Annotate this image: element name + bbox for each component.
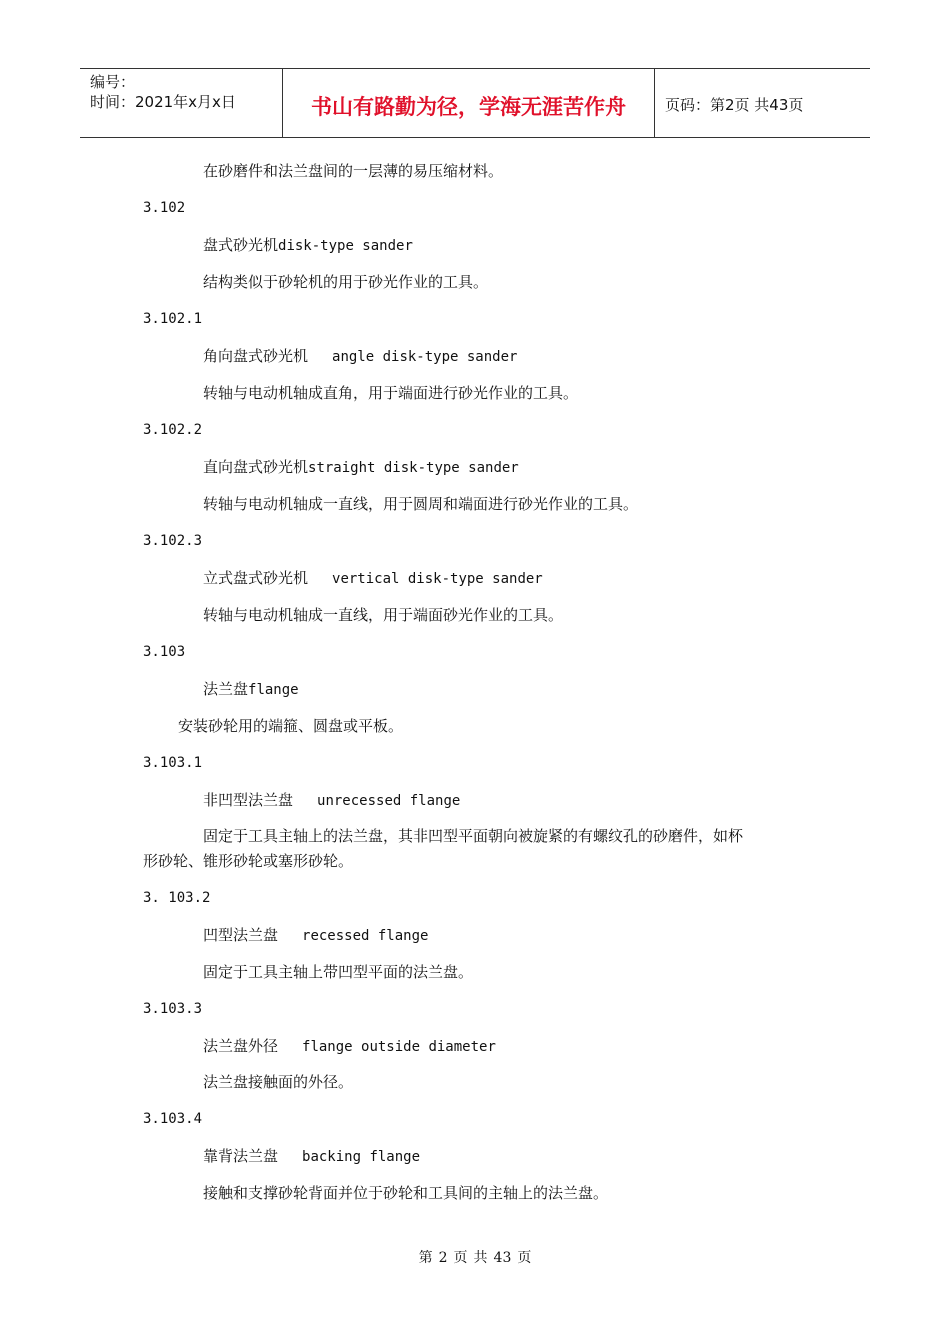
clause-number: 3.103.3: [143, 1001, 203, 1017]
footer-page-number: 2: [438, 1250, 448, 1266]
definition-text: 法兰盘接触面的外径。: [203, 1073, 354, 1091]
footer-ye: 页: [517, 1250, 532, 1266]
definition-text: 转轴与电动机轴成一直线，用于圆周和端面进行砂光作业的工具。: [203, 495, 639, 513]
term-line: [203, 679, 299, 700]
clause-number: 3.103.4: [143, 1111, 203, 1127]
definition-text: 固定于工具主轴上的法兰盘，其非凹型平面朝向被旋紧的有螺纹孔的砂磨件，如杯: [203, 827, 744, 845]
definition-text: 在砂磨件和法兰盘间的一层薄的易压缩材料。: [203, 162, 504, 180]
definition-text: 接触和支撑砂轮背面并位于砂轮和工具间的主轴上的法兰盘。: [203, 1184, 609, 1202]
document-date-label: 时间：2021年x月x日: [90, 93, 236, 111]
term-zh: 法兰盘外径: [203, 1037, 279, 1055]
header-motto: 书山有路勤为径，学海无涯苦作舟: [311, 95, 626, 119]
term-line: [203, 1036, 496, 1057]
footer-di: 第: [418, 1250, 433, 1266]
clause-number: 3. 103.2: [143, 890, 211, 906]
header-page-label: 页码：第2页 共43页: [665, 96, 804, 114]
definition-text: 转轴与电动机轴成直角，用于端面进行砂光作业的工具。: [203, 384, 579, 402]
document-number-label: 编号：: [90, 73, 136, 91]
term-en: recessed flange: [302, 928, 429, 944]
term-zh: 法兰盘: [203, 680, 249, 698]
definition-text: 结构类似于砂轮机的用于砂光作业的工具。: [203, 273, 489, 291]
clause-number: 3.102.3: [143, 533, 203, 549]
header-page-cell: [655, 69, 870, 137]
header-motto-cell: [283, 69, 655, 137]
term-en: unrecessed flange: [317, 793, 461, 809]
clause-number: 3.102.1: [143, 311, 203, 327]
term-line: [203, 457, 519, 478]
clause-number: 3.103: [143, 644, 186, 660]
footer-ye: 页: [453, 1250, 468, 1266]
term-line: [203, 568, 543, 589]
term-en: backing flange: [302, 1149, 421, 1165]
term-en: straight disk-type sander: [308, 460, 519, 476]
term-zh: 直向盘式砂光机: [203, 458, 309, 476]
clause-number: 3.103.1: [143, 755, 203, 771]
term-en: vertical disk-type sander: [332, 571, 543, 587]
term-zh: 立式盘式砂光机: [203, 569, 309, 587]
header-info-cell: [80, 69, 283, 137]
term-en: disk-type sander: [278, 238, 413, 254]
definition-text: 安装砂轮用的端箍、圆盘或平板。: [178, 717, 404, 735]
term-en: flange: [248, 682, 299, 698]
term-line: [203, 235, 413, 256]
term-zh: 凹型法兰盘: [203, 926, 279, 944]
term-en: angle disk-type sander: [332, 349, 518, 365]
term-line: [203, 1146, 420, 1167]
term-zh: 盘式砂光机: [203, 236, 279, 254]
document-header: [80, 68, 870, 138]
definition-text: 转轴与电动机轴成一直线，用于端面砂光作业的工具。: [203, 606, 564, 624]
term-en: flange outside diameter: [302, 1039, 496, 1055]
term-zh: 非凹型法兰盘: [203, 791, 294, 809]
term-zh: 角向盘式砂光机: [203, 347, 309, 365]
footer-gong: 共: [473, 1250, 488, 1266]
definition-text-continued: 形砂轮、锥形砂轮或塞形砂轮。: [143, 852, 354, 870]
term-line: [203, 925, 428, 946]
definition-text: 固定于工具主轴上带凹型平面的法兰盘。: [203, 963, 474, 981]
term-line: [203, 790, 460, 811]
clause-number: 3.102: [143, 200, 186, 216]
footer-total-pages: 43: [493, 1250, 512, 1266]
term-line: [203, 346, 517, 367]
clause-number: 3.102.2: [143, 422, 203, 438]
page-footer: [0, 1247, 950, 1267]
term-zh: 靠背法兰盘: [203, 1147, 279, 1165]
